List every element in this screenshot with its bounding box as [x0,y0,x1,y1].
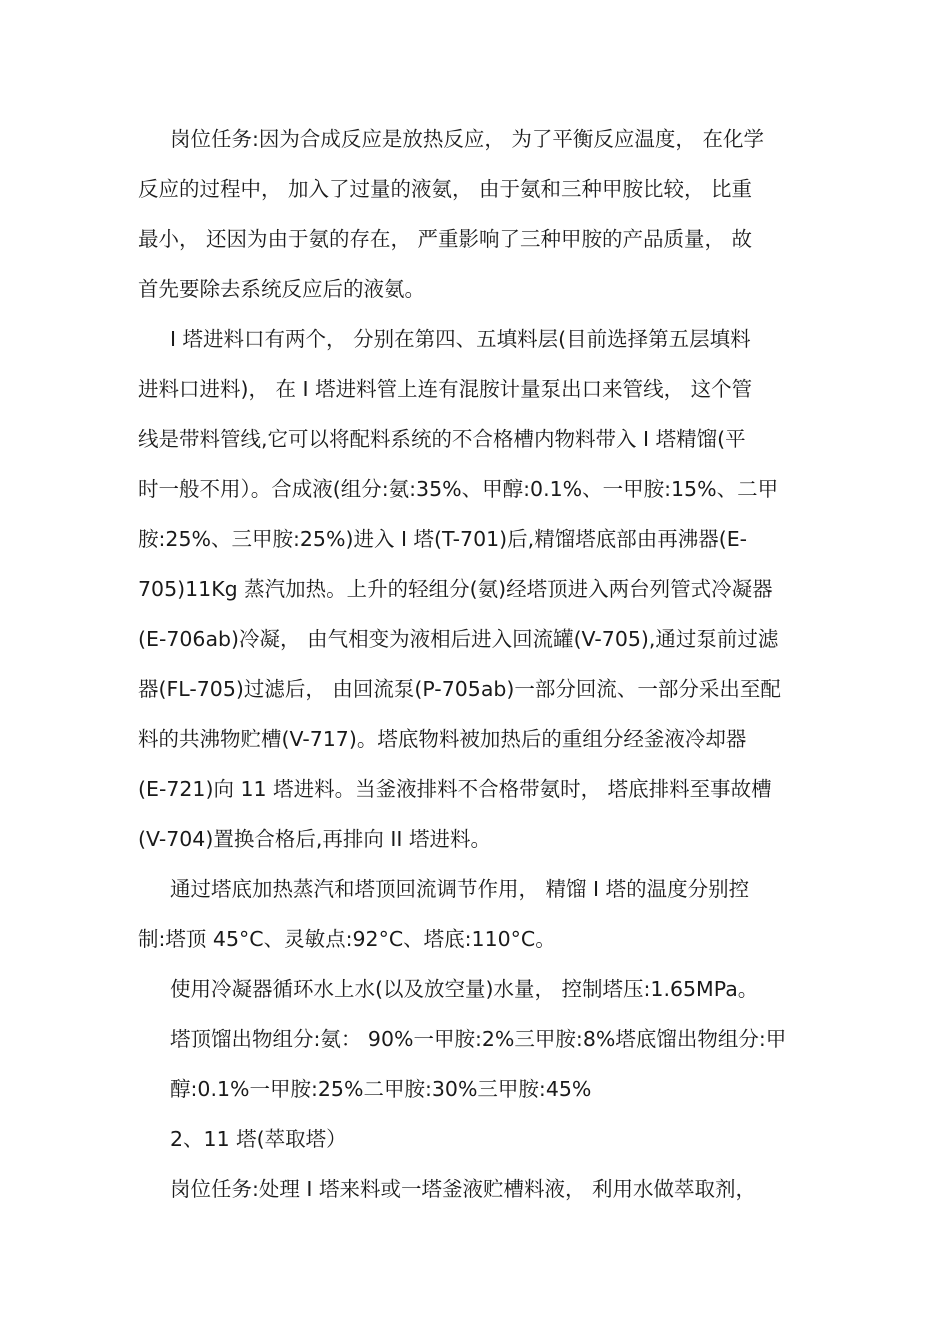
text-line: 705)11Kg 蒸汽加热。上升的轻组分(氨)经塔顶进入两台列管式冷凝器 [138,577,773,601]
text-line: 通过塔底加热蒸汽和塔顶回流调节作用， 精馏 I 塔的温度分别控 [170,877,750,901]
text-line: (E-721)向 11 塔进料。当釜液排料不合格带氨时， 塔底排料至事故槽 [138,777,772,801]
text-line: 线是带料管线,它可以将配料系统的不合格槽内物料带入 I 塔精馏(平 [138,427,746,451]
text-line: 进料口进料)， 在 I 塔进料管上连有混胺计量泵出口来管线， 这个管 [138,377,753,401]
text-line: 制:塔顶 45°C、灵敏点:92°C、塔底:110°C。 [138,927,556,951]
text-line: (V-704)置换合格后,再排向 II 塔进料。 [138,827,491,851]
text-line: 塔顶馏出物组分:氨： 90%一甲胺:2%三甲胺:8%塔底馏出物组分:甲 [170,1027,787,1051]
section-heading: 2、11 塔(萃取塔） [170,1127,347,1151]
text-line: 最小， 还因为由于氨的存在， 严重影响了三种甲胺的产品质量， 故 [138,227,753,251]
text-line: 醇:0.1%一甲胺:25%二甲胺:30%三甲胺:45% [170,1077,592,1101]
text-line: I 塔进料口有两个， 分别在第四、五填料层(目前选择第五层填料 [170,327,751,351]
text-line: 岗位任务:处理 I 塔来料或一塔釜液贮槽料液， 利用水做萃取剂， [170,1177,757,1201]
text-line: 料的共沸物贮槽(V-717)。塔底物料被加热后的重组分经釜液冷却器 [138,727,747,751]
text-line: 岗位任务:因为合成反应是放热反应， 为了平衡反应温度， 在化学 [170,127,764,151]
text-line: (E-706ab)冷凝， 由气相变为液相后进入回流罐(V-705),通过泵前过滤 [138,627,779,651]
text-line: 胺:25%、三甲胺:25%)进入 I 塔(T-701)后,精馏塔底部由再沸器(E- [138,527,748,551]
text-line: 器(FL-705)过滤后， 由回流泵(P-705ab)一部分回流、一部分采出至配 [138,677,781,701]
text-line: 反应的过程中， 加入了过量的液氨， 由于氨和三种甲胺比较， 比重 [138,177,753,201]
text-line: 首先要除去系统反应后的液氨。 [138,277,425,301]
text-line: 时一般不用）。合成液(组分:氨:35%、甲醇:0.1%、一甲胺:15%、二甲 [138,477,779,501]
text-line: 使用冷凝器循环水上水(以及放空量)水量， 控制塔压:1.65MPa。 [170,977,759,1001]
